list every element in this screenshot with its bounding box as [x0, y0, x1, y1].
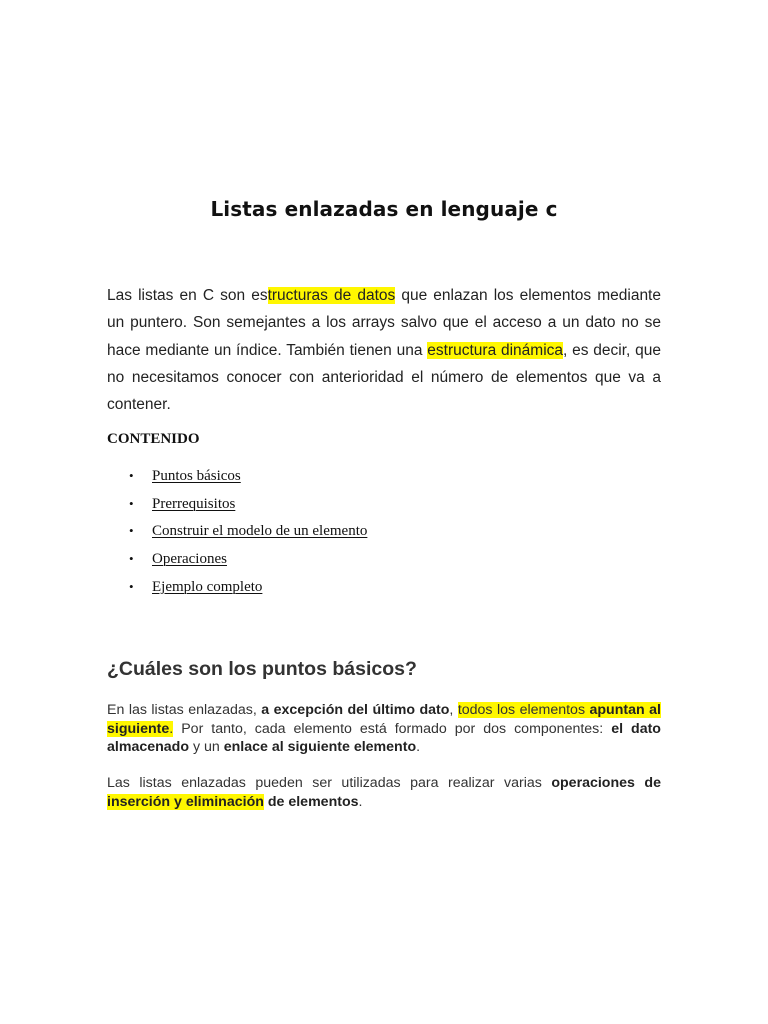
toc-link-prerrequisitos[interactable]: Prerrequisitos [152, 495, 236, 512]
intro-text-3: , es decir, que no necesitamos conocer con anterioridad el número de elementos que va a contener. [107, 341, 661, 414]
document-title: Listas enlazadas en lenguaje c [210, 197, 558, 222]
contents-heading: CONTENIDO [107, 431, 200, 447]
bullet-icon: • [129, 578, 134, 594]
highlight-period: . [169, 720, 174, 737]
highlight-estructura-dinamica: estructura dinámica [427, 341, 564, 359]
p1-text-4: y un [189, 739, 224, 756]
highlight-todos-los-elementos: todos los elementos [457, 702, 590, 718]
toc-link-puntos-basicos[interactable]: Puntos básicos [152, 468, 241, 484]
highlight-estructuras-de-datos: tructuras de datos [267, 287, 396, 304]
bullet-icon: • [129, 551, 134, 567]
toc-item [107, 494, 367, 522]
toc-item [107, 577, 367, 605]
bullet-icon: • [129, 523, 134, 539]
p1-text-5: . [416, 739, 421, 756]
toc-link-construir-modelo[interactable]: Construir el modelo de un elemento [152, 523, 368, 540]
toc-item [107, 466, 367, 494]
p2-text-1: Las listas enlazadas pueden ser utilizadas para realizar varias [107, 775, 552, 791]
p1-bold-1: a excepción del último dato [261, 702, 450, 718]
bullet-icon: • [129, 468, 134, 483]
p2-bold-1: operaciones de [551, 775, 661, 791]
intro-text-2: que enlazan los elementos mediante un puntero. Son semejantes a los arrays salvo que el acceso a un dato no se hace mediante un índice. También tienen una [107, 287, 661, 359]
section-paragraph-2 [107, 774, 661, 811]
p1-text-2: , [449, 702, 458, 718]
p2-bold-2: de elementos [263, 793, 359, 810]
section-heading-puntos-basicos: ¿Cuáles son los puntos básicos? [107, 658, 417, 680]
toc-link-operaciones[interactable]: Operaciones [152, 551, 227, 568]
p1-bold-3: enlace al siguiente elemento [223, 739, 417, 756]
p1-text-3: Por tanto, cada elemento está formado por dos componentes: [173, 720, 612, 737]
p1-bold-2: el dato almacenado [107, 720, 661, 756]
highlight-insercion-y-eliminacion: inserción y eliminación [107, 793, 264, 810]
table-of-contents [107, 466, 367, 604]
section-paragraph-1 [107, 701, 661, 757]
intro-text-1: Las listas en C son es [107, 287, 268, 304]
highlight-apuntan-al-siguiente: apuntan al siguiente [107, 702, 661, 737]
intro-paragraph [107, 282, 661, 418]
toc-item [107, 549, 367, 577]
toc-link-ejemplo-completo[interactable]: Ejemplo completo [152, 578, 263, 595]
p1-text-1: En las listas enlazadas, [107, 702, 262, 718]
toc-item [107, 521, 367, 549]
bullet-icon: • [129, 495, 134, 511]
p2-text-2: . [358, 793, 363, 810]
